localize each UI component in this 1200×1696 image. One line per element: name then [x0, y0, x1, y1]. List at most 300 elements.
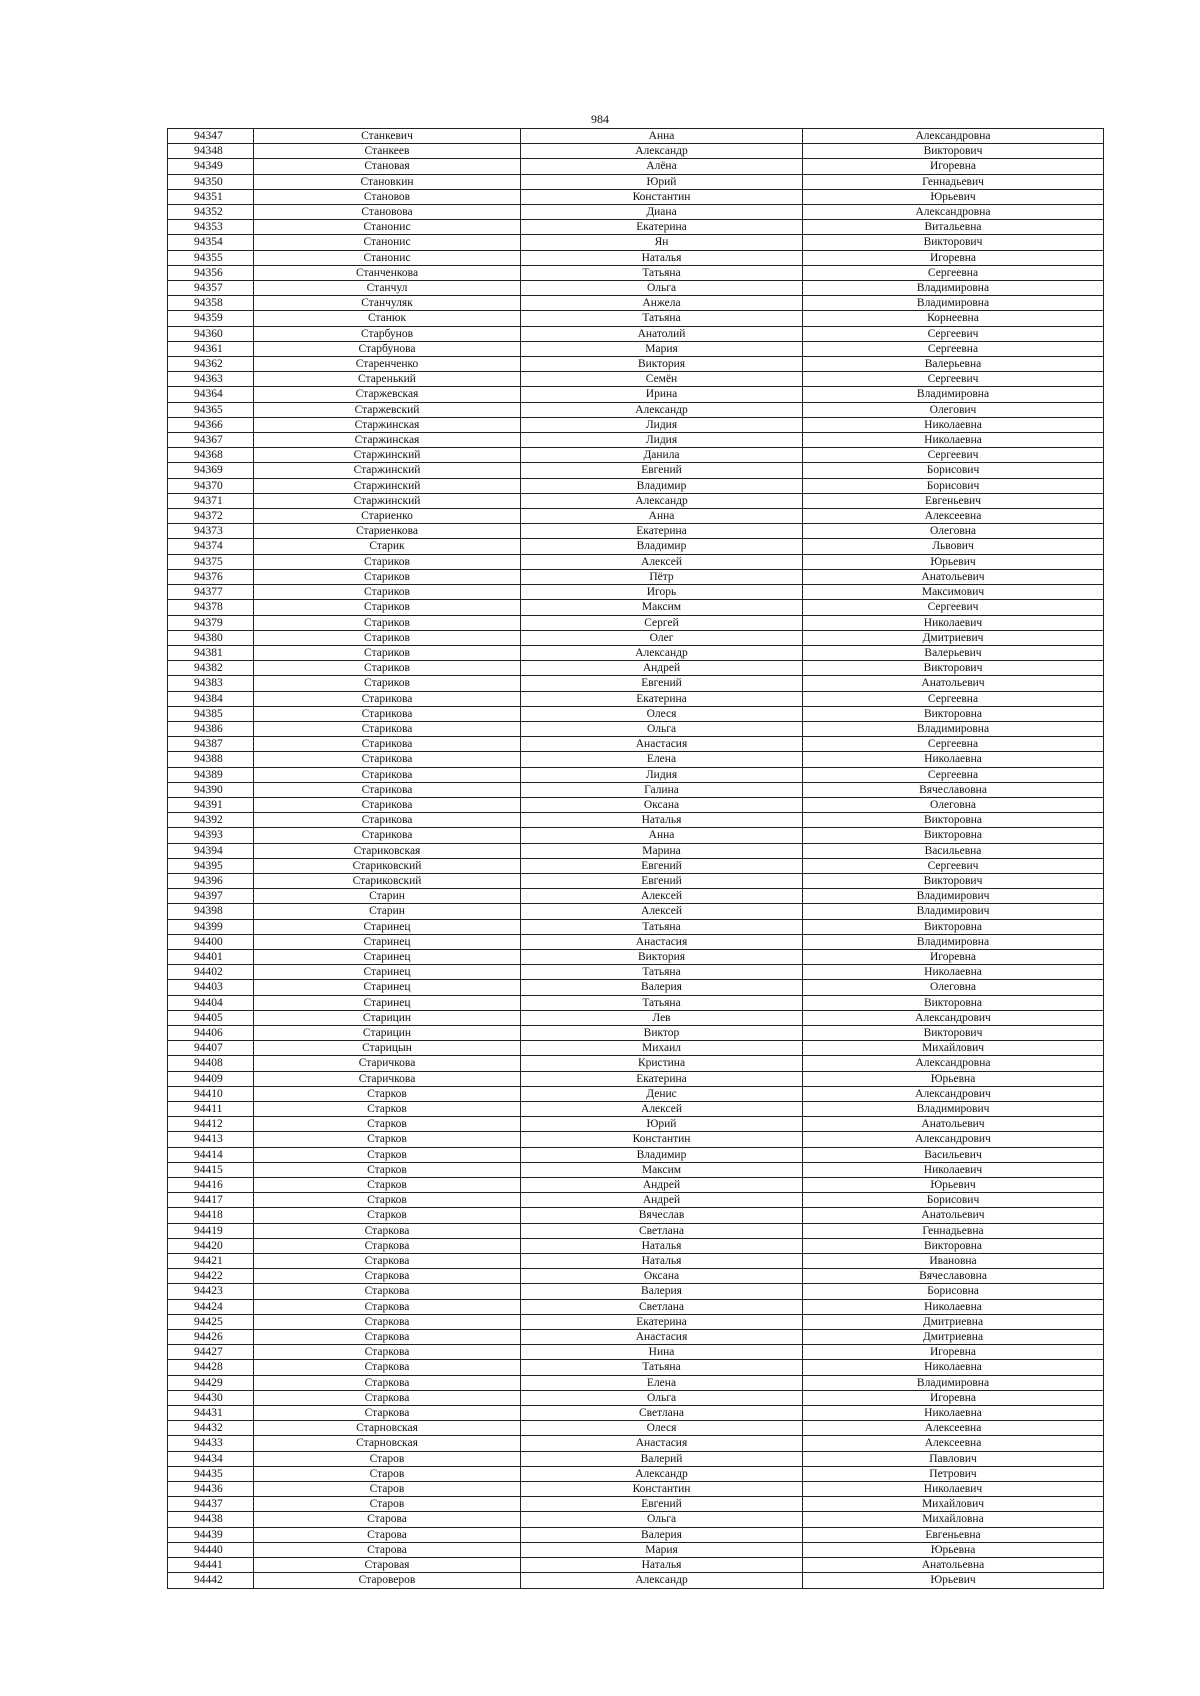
middle-name-cell: Борисович — [803, 463, 1104, 478]
first-name-cell: Владимир — [521, 1147, 803, 1162]
last-name-cell: Старкова — [254, 1314, 521, 1329]
row-number-cell: 94409 — [168, 1071, 254, 1086]
first-name-cell: Анжела — [521, 296, 803, 311]
middle-name-cell: Борисович — [803, 1193, 1104, 1208]
table-row — [168, 341, 1104, 356]
row-number-cell: 94426 — [168, 1330, 254, 1345]
first-name-cell: Игорь — [521, 585, 803, 600]
first-name-cell: Екатерина — [521, 220, 803, 235]
table-row — [168, 1269, 1104, 1284]
row-number-cell: 94433 — [168, 1436, 254, 1451]
table-row — [168, 965, 1104, 980]
last-name-cell: Старинец — [254, 919, 521, 934]
last-name-cell: Станкевич — [254, 129, 521, 144]
row-number-cell: 94353 — [168, 220, 254, 235]
middle-name-cell: Михайловна — [803, 1512, 1104, 1527]
middle-name-cell: Борисович — [803, 478, 1104, 493]
last-name-cell: Старицин — [254, 1025, 521, 1040]
row-number-cell: 94350 — [168, 174, 254, 189]
row-number-cell: 94406 — [168, 1025, 254, 1040]
last-name-cell: Старикова — [254, 782, 521, 797]
last-name-cell: Старкова — [254, 1238, 521, 1253]
middle-name-cell: Дмитриевич — [803, 630, 1104, 645]
last-name-cell: Старин — [254, 904, 521, 919]
first-name-cell: Александр — [521, 493, 803, 508]
last-name-cell: Старков — [254, 1147, 521, 1162]
row-number-cell: 94396 — [168, 873, 254, 888]
table-row — [168, 493, 1104, 508]
middle-name-cell: Викторович — [803, 144, 1104, 159]
last-name-cell: Старенченко — [254, 357, 521, 372]
table-row — [168, 235, 1104, 250]
last-name-cell: Старикова — [254, 691, 521, 706]
middle-name-cell: Сергеевна — [803, 341, 1104, 356]
row-number-cell: 94422 — [168, 1269, 254, 1284]
middle-name-cell: Сергеевна — [803, 737, 1104, 752]
last-name-cell: Старжинская — [254, 433, 521, 448]
last-name-cell: Старикова — [254, 721, 521, 736]
first-name-cell: Лев — [521, 1010, 803, 1025]
table-row — [168, 1117, 1104, 1132]
table-row — [168, 691, 1104, 706]
row-number-cell: 94392 — [168, 813, 254, 828]
table-row — [168, 417, 1104, 432]
last-name-cell: Старинец — [254, 995, 521, 1010]
first-name-cell: Юрий — [521, 174, 803, 189]
row-number-cell: 94383 — [168, 676, 254, 691]
first-name-cell: Виктория — [521, 357, 803, 372]
last-name-cell: Становая — [254, 159, 521, 174]
first-name-cell: Оксана — [521, 797, 803, 812]
middle-name-cell: Александровна — [803, 129, 1104, 144]
first-name-cell: Ян — [521, 235, 803, 250]
last-name-cell: Старин — [254, 889, 521, 904]
table-row — [168, 721, 1104, 736]
row-number-cell: 94438 — [168, 1512, 254, 1527]
table-row — [168, 600, 1104, 615]
row-number-cell: 94348 — [168, 144, 254, 159]
row-number-cell: 94436 — [168, 1482, 254, 1497]
table-row — [168, 1254, 1104, 1269]
middle-name-cell: Олегович — [803, 402, 1104, 417]
table-row — [168, 296, 1104, 311]
table-row — [168, 1102, 1104, 1117]
middle-name-cell: Викторович — [803, 873, 1104, 888]
row-number-cell: 94423 — [168, 1284, 254, 1299]
first-name-cell: Мария — [521, 1542, 803, 1557]
last-name-cell: Станчул — [254, 281, 521, 296]
row-number-cell: 94421 — [168, 1254, 254, 1269]
first-name-cell: Олеся — [521, 706, 803, 721]
middle-name-cell: Викторович — [803, 235, 1104, 250]
first-name-cell: Анна — [521, 129, 803, 144]
row-number-cell: 94389 — [168, 767, 254, 782]
middle-name-cell: Игоревна — [803, 1390, 1104, 1405]
table-row — [168, 1086, 1104, 1101]
last-name-cell: Старжинский — [254, 463, 521, 478]
row-number-cell: 94413 — [168, 1132, 254, 1147]
table-row — [168, 934, 1104, 949]
middle-name-cell: Владимировна — [803, 281, 1104, 296]
row-number-cell: 94441 — [168, 1558, 254, 1573]
table-row — [168, 554, 1104, 569]
first-name-cell: Елена — [521, 752, 803, 767]
middle-name-cell: Александровна — [803, 205, 1104, 220]
table-row — [168, 129, 1104, 144]
middle-name-cell: Игоревна — [803, 250, 1104, 265]
row-number-cell: 94374 — [168, 539, 254, 554]
middle-name-cell: Николаевна — [803, 752, 1104, 767]
row-number-cell: 94360 — [168, 326, 254, 341]
middle-name-cell: Александрович — [803, 1086, 1104, 1101]
first-name-cell: Екатерина — [521, 1071, 803, 1086]
first-name-cell: Ольга — [521, 281, 803, 296]
first-name-cell: Анатолий — [521, 326, 803, 341]
last-name-cell: Старикова — [254, 797, 521, 812]
row-number-cell: 94370 — [168, 478, 254, 493]
table-row — [168, 1330, 1104, 1345]
last-name-cell: Станчуляк — [254, 296, 521, 311]
last-name-cell: Старов — [254, 1497, 521, 1512]
row-number-cell: 94385 — [168, 706, 254, 721]
middle-name-cell: Ивановна — [803, 1254, 1104, 1269]
names-table-container — [167, 128, 1104, 1589]
first-name-cell: Данила — [521, 448, 803, 463]
row-number-cell: 94437 — [168, 1497, 254, 1512]
middle-name-cell: Александровна — [803, 1056, 1104, 1071]
middle-name-cell: Александрович — [803, 1010, 1104, 1025]
table-row — [168, 1056, 1104, 1071]
middle-name-cell: Васильевич — [803, 1147, 1104, 1162]
row-number-cell: 94382 — [168, 661, 254, 676]
table-row — [168, 524, 1104, 539]
row-number-cell: 94367 — [168, 433, 254, 448]
row-number-cell: 94378 — [168, 600, 254, 615]
first-name-cell: Александр — [521, 1573, 803, 1588]
middle-name-cell: Евгеньевна — [803, 1527, 1104, 1542]
table-row — [168, 873, 1104, 888]
middle-name-cell: Юрьевич — [803, 554, 1104, 569]
row-number-cell: 94415 — [168, 1162, 254, 1177]
last-name-cell: Старенький — [254, 372, 521, 387]
row-number-cell: 94427 — [168, 1345, 254, 1360]
row-number-cell: 94414 — [168, 1147, 254, 1162]
row-number-cell: 94376 — [168, 569, 254, 584]
first-name-cell: Андрей — [521, 1178, 803, 1193]
middle-name-cell: Сергеевна — [803, 767, 1104, 782]
last-name-cell: Станонис — [254, 250, 521, 265]
table-row — [168, 1527, 1104, 1542]
table-row — [168, 1406, 1104, 1421]
first-name-cell: Диана — [521, 205, 803, 220]
row-number-cell: 94429 — [168, 1375, 254, 1390]
middle-name-cell: Дмитриевна — [803, 1314, 1104, 1329]
first-name-cell: Анастасия — [521, 737, 803, 752]
row-number-cell: 94380 — [168, 630, 254, 645]
middle-name-cell: Игоревна — [803, 159, 1104, 174]
middle-name-cell: Дмитриевна — [803, 1330, 1104, 1345]
last-name-cell: Старков — [254, 1193, 521, 1208]
row-number-cell: 94401 — [168, 949, 254, 964]
first-name-cell: Константин — [521, 189, 803, 204]
first-name-cell: Наталья — [521, 1558, 803, 1573]
table-row — [168, 858, 1104, 873]
names-table — [167, 128, 1104, 1589]
first-name-cell: Вячеслав — [521, 1208, 803, 1223]
row-number-cell: 94430 — [168, 1390, 254, 1405]
first-name-cell: Евгений — [521, 858, 803, 873]
table-row — [168, 782, 1104, 797]
row-number-cell: 94442 — [168, 1573, 254, 1588]
last-name-cell: Стариков — [254, 554, 521, 569]
table-row — [168, 387, 1104, 402]
first-name-cell: Татьяна — [521, 1360, 803, 1375]
middle-name-cell: Михайлович — [803, 1041, 1104, 1056]
row-number-cell: 94408 — [168, 1056, 254, 1071]
row-number-cell: 94424 — [168, 1299, 254, 1314]
middle-name-cell: Викторовна — [803, 828, 1104, 843]
row-number-cell: 94364 — [168, 387, 254, 402]
last-name-cell: Старинец — [254, 949, 521, 964]
middle-name-cell: Анатольевич — [803, 676, 1104, 691]
first-name-cell: Анна — [521, 828, 803, 843]
first-name-cell: Валерия — [521, 1284, 803, 1299]
first-name-cell: Евгений — [521, 463, 803, 478]
middle-name-cell: Сергеевич — [803, 858, 1104, 873]
first-name-cell: Наталья — [521, 1254, 803, 1269]
row-number-cell: 94390 — [168, 782, 254, 797]
first-name-cell: Екатерина — [521, 524, 803, 539]
first-name-cell: Виктория — [521, 949, 803, 964]
last-name-cell: Старков — [254, 1162, 521, 1177]
table-row — [168, 1223, 1104, 1238]
last-name-cell: Старкова — [254, 1330, 521, 1345]
last-name-cell: Старкова — [254, 1406, 521, 1421]
first-name-cell: Владимир — [521, 539, 803, 554]
table-row — [168, 1132, 1104, 1147]
row-number-cell: 94434 — [168, 1451, 254, 1466]
first-name-cell: Алёна — [521, 159, 803, 174]
last-name-cell: Старков — [254, 1208, 521, 1223]
table-row — [168, 1375, 1104, 1390]
table-row — [168, 1451, 1104, 1466]
row-number-cell: 94351 — [168, 189, 254, 204]
middle-name-cell: Васильевна — [803, 843, 1104, 858]
middle-name-cell: Алексеевна — [803, 1436, 1104, 1451]
last-name-cell: Старкова — [254, 1390, 521, 1405]
middle-name-cell: Евгеньевич — [803, 493, 1104, 508]
middle-name-cell: Максимович — [803, 585, 1104, 600]
last-name-cell: Старикова — [254, 813, 521, 828]
first-name-cell: Андрей — [521, 661, 803, 676]
first-name-cell: Наталья — [521, 813, 803, 828]
first-name-cell: Анастасия — [521, 1436, 803, 1451]
middle-name-cell: Николаевна — [803, 433, 1104, 448]
last-name-cell: Старичкова — [254, 1071, 521, 1086]
table-row — [168, 661, 1104, 676]
row-number-cell: 94352 — [168, 205, 254, 220]
row-number-cell: 94361 — [168, 341, 254, 356]
table-row — [168, 1573, 1104, 1588]
middle-name-cell: Юрьевич — [803, 1178, 1104, 1193]
last-name-cell: Староверов — [254, 1573, 521, 1588]
last-name-cell: Стариков — [254, 569, 521, 584]
last-name-cell: Старков — [254, 1086, 521, 1101]
middle-name-cell: Сергеевич — [803, 600, 1104, 615]
first-name-cell: Мария — [521, 341, 803, 356]
row-number-cell: 94354 — [168, 235, 254, 250]
table-row — [168, 1238, 1104, 1253]
first-name-cell: Валерия — [521, 1527, 803, 1542]
row-number-cell: 94416 — [168, 1178, 254, 1193]
table-row — [168, 1071, 1104, 1086]
middle-name-cell: Геннадьевна — [803, 1223, 1104, 1238]
table-row — [168, 889, 1104, 904]
row-number-cell: 94365 — [168, 402, 254, 417]
first-name-cell: Ольга — [521, 1390, 803, 1405]
middle-name-cell: Владимирович — [803, 1102, 1104, 1117]
first-name-cell: Валерия — [521, 980, 803, 995]
row-number-cell: 94410 — [168, 1086, 254, 1101]
table-row — [168, 737, 1104, 752]
middle-name-cell: Викторовна — [803, 919, 1104, 934]
table-row — [168, 372, 1104, 387]
row-number-cell: 94439 — [168, 1527, 254, 1542]
last-name-cell: Старжинский — [254, 478, 521, 493]
table-row — [168, 1010, 1104, 1025]
row-number-cell: 94375 — [168, 554, 254, 569]
table-row — [168, 1558, 1104, 1573]
middle-name-cell: Николаевна — [803, 1406, 1104, 1421]
table-row — [168, 1436, 1104, 1451]
middle-name-cell: Петрович — [803, 1466, 1104, 1481]
middle-name-cell: Алексеевна — [803, 509, 1104, 524]
row-number-cell: 94431 — [168, 1406, 254, 1421]
table-row — [168, 1162, 1104, 1177]
last-name-cell: Старинец — [254, 934, 521, 949]
table-row — [168, 615, 1104, 630]
row-number-cell: 94373 — [168, 524, 254, 539]
first-name-cell: Нина — [521, 1345, 803, 1360]
first-name-cell: Ольга — [521, 721, 803, 736]
last-name-cell: Старов — [254, 1482, 521, 1497]
first-name-cell: Евгений — [521, 676, 803, 691]
table-row — [168, 813, 1104, 828]
middle-name-cell: Сергеевна — [803, 691, 1104, 706]
middle-name-cell: Анатольевич — [803, 1117, 1104, 1132]
row-number-cell: 94435 — [168, 1466, 254, 1481]
first-name-cell: Галина — [521, 782, 803, 797]
last-name-cell: Старов — [254, 1466, 521, 1481]
first-name-cell: Анна — [521, 509, 803, 524]
row-number-cell: 94387 — [168, 737, 254, 752]
table-row — [168, 1390, 1104, 1405]
row-number-cell: 94403 — [168, 980, 254, 995]
last-name-cell: Стариков — [254, 645, 521, 660]
table-row — [168, 250, 1104, 265]
first-name-cell: Олеся — [521, 1421, 803, 1436]
middle-name-cell: Павлович — [803, 1451, 1104, 1466]
first-name-cell: Татьяна — [521, 995, 803, 1010]
middle-name-cell: Николаевна — [803, 1299, 1104, 1314]
table-row — [168, 1178, 1104, 1193]
row-number-cell: 94405 — [168, 1010, 254, 1025]
middle-name-cell: Юрьевич — [803, 189, 1104, 204]
last-name-cell: Старинец — [254, 965, 521, 980]
first-name-cell: Елена — [521, 1375, 803, 1390]
middle-name-cell: Валерьевич — [803, 645, 1104, 660]
middle-name-cell: Николаевич — [803, 1162, 1104, 1177]
last-name-cell: Старков — [254, 1102, 521, 1117]
table-row — [168, 569, 1104, 584]
last-name-cell: Старовая — [254, 1558, 521, 1573]
table-row — [168, 1345, 1104, 1360]
last-name-cell: Старбунова — [254, 341, 521, 356]
first-name-cell: Александр — [521, 402, 803, 417]
middle-name-cell: Николаевна — [803, 965, 1104, 980]
last-name-cell: Старикова — [254, 828, 521, 843]
last-name-cell: Стариенко — [254, 509, 521, 524]
table-row — [168, 1314, 1104, 1329]
last-name-cell: Старкова — [254, 1254, 521, 1269]
first-name-cell: Татьяна — [521, 965, 803, 980]
first-name-cell: Лидия — [521, 433, 803, 448]
names-table-body — [168, 129, 1104, 1589]
middle-name-cell: Юрьевна — [803, 1071, 1104, 1086]
row-number-cell: 94420 — [168, 1238, 254, 1253]
last-name-cell: Станченкова — [254, 265, 521, 280]
first-name-cell: Наталья — [521, 250, 803, 265]
table-row — [168, 752, 1104, 767]
last-name-cell: Старжевская — [254, 387, 521, 402]
first-name-cell: Лидия — [521, 417, 803, 432]
middle-name-cell: Владимирович — [803, 904, 1104, 919]
table-row — [168, 448, 1104, 463]
middle-name-cell: Владимировна — [803, 387, 1104, 402]
table-row — [168, 174, 1104, 189]
table-row — [168, 995, 1104, 1010]
middle-name-cell: Викторовна — [803, 813, 1104, 828]
last-name-cell: Стариков — [254, 585, 521, 600]
first-name-cell: Юрий — [521, 1117, 803, 1132]
table-row — [168, 1147, 1104, 1162]
middle-name-cell: Алексеевна — [803, 1421, 1104, 1436]
middle-name-cell: Олеговна — [803, 797, 1104, 812]
last-name-cell: Старжевский — [254, 402, 521, 417]
row-number-cell: 94363 — [168, 372, 254, 387]
table-row — [168, 205, 1104, 220]
last-name-cell: Старжинский — [254, 448, 521, 463]
table-row — [168, 220, 1104, 235]
first-name-cell: Семён — [521, 372, 803, 387]
table-row — [168, 797, 1104, 812]
table-row — [168, 1360, 1104, 1375]
last-name-cell: Старов — [254, 1451, 521, 1466]
first-name-cell: Анастасия — [521, 934, 803, 949]
first-name-cell: Олег — [521, 630, 803, 645]
first-name-cell: Константин — [521, 1132, 803, 1147]
row-number-cell: 94366 — [168, 417, 254, 432]
middle-name-cell: Юрьевич — [803, 1573, 1104, 1588]
first-name-cell: Татьяна — [521, 265, 803, 280]
table-row — [168, 357, 1104, 372]
table-row — [168, 311, 1104, 326]
first-name-cell: Виктор — [521, 1025, 803, 1040]
last-name-cell: Старкова — [254, 1269, 521, 1284]
row-number-cell: 94418 — [168, 1208, 254, 1223]
last-name-cell: Старикова — [254, 706, 521, 721]
last-name-cell: Стариковский — [254, 873, 521, 888]
